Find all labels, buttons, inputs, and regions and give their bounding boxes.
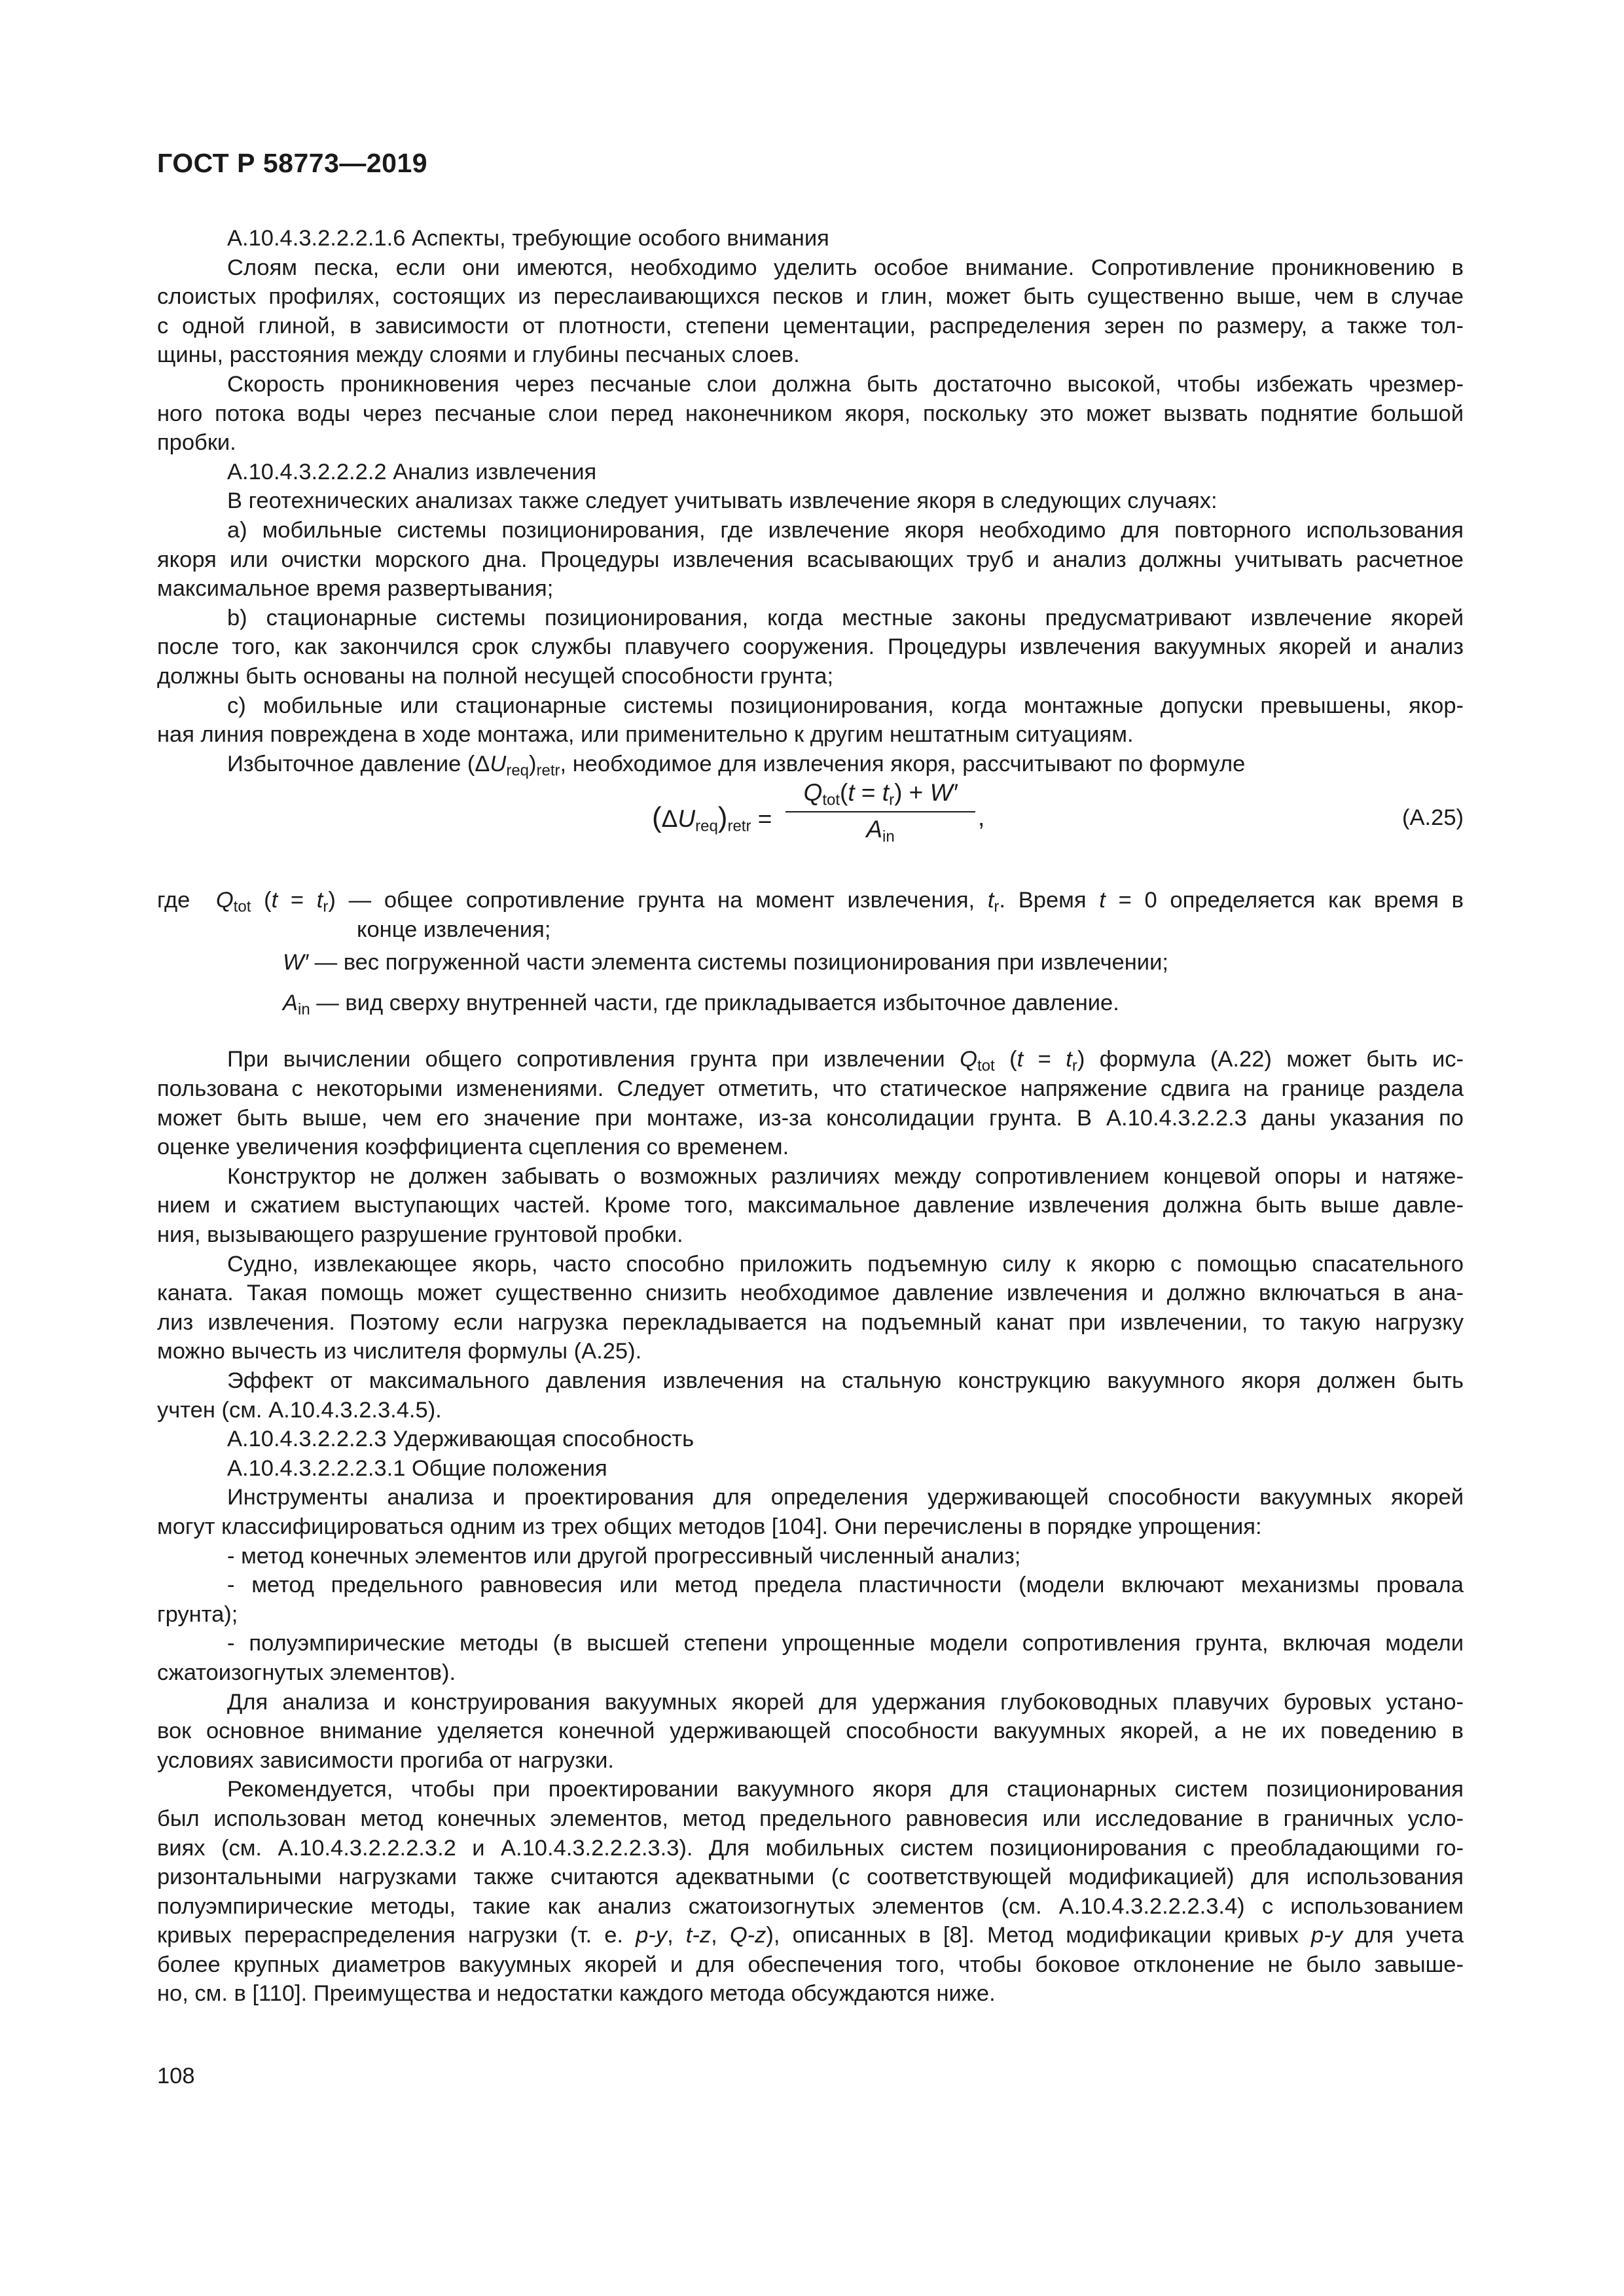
where-a-line: $A_{in}$ — вид сверху внутренней части, где прикладывается избыточное давление. xyxy=(283,991,1119,1019)
paragraph-line: пробки. xyxy=(157,430,236,456)
list-item-dash: сжатоизогнутых элементов). xyxy=(157,1660,456,1685)
paragraph-line: может быть выше, чем его значение при монтаже, из-за консолидации грунта. В А.10.4.3.2.2.3 даны указания по xyxy=(157,1105,1464,1131)
list-item-a: а) мобильные системы позиционирования, где извлечение якоря необходимо для повторного использования xyxy=(227,517,1464,543)
list-item-a: якоря или очистки морского дна. Процедуры извлечения всасывающих труб и анализ должны учитывать расчетное xyxy=(157,547,1464,572)
paragraph-line: условиях зависимости прогиба от нагрузки. xyxy=(157,1747,614,1773)
formula-lhs: (ΔUreq)retr = xyxy=(652,801,772,835)
list-item-b: после того, как закончился срок службы плавучего сооружения. Процедуры извлечения вакуумных якорей и анализ xyxy=(157,634,1464,660)
paragraph-line: нием и сжатием выступающих частей. Кроме того, максимальное давление извлечения должна быть выше давле- xyxy=(157,1193,1464,1218)
paragraph-line: Конструктор не должен забывать о возможных различиях между сопротивлением концевой опоры и натяже- xyxy=(227,1163,1464,1189)
paragraph-line: вок основное внимание уделяется конечной удерживающей способности вакуумных якорей, а не их поведению в xyxy=(157,1719,1464,1744)
list-item-dash: грунта); xyxy=(157,1601,238,1627)
fraction-bar xyxy=(785,811,975,812)
paragraph-line: Инструменты анализа и проектирования для определения удерживающей способности вакуумных якорей xyxy=(227,1485,1464,1510)
paragraph-line: Слоям песка, если они имеются, необходимо уделить особое внимание. Сопротивление проникновению в xyxy=(227,255,1464,280)
formula-numerator: Qtot(t = tr) + W′ xyxy=(803,779,958,809)
paragraph-line: Для анализа и конструирования вакуумных якорей для удержания глубоководных плавучих буровых устано- xyxy=(227,1689,1464,1715)
paragraph-line: Эффект от максимального давления извлечения на стальную конструкцию вакуумного якоря должен быть xyxy=(227,1368,1464,1393)
section-heading-general: А.10.4.3.2.2.2.3.1 Общие положения xyxy=(227,1455,607,1481)
list-item-a: максимальное время развертывания; xyxy=(157,576,554,602)
page-header-standard-number: ГОСТ Р 58773—2019 xyxy=(157,148,428,178)
paragraph-line: учтен (см. А.10.4.3.2.3.4.5). xyxy=(157,1397,442,1423)
where-q-continuation: конце извлечения; xyxy=(357,917,551,942)
paragraph-line: виях (см. А.10.4.3.2.2.2.3.2 и А.10.4.3.2.2.2.3.3). Для мобильных систем позиционирования с преобладающими го- xyxy=(157,1835,1464,1861)
paragraph-line: пользована с некоторыми изменениями. Следует отметить, что статическое напряжение сдвига на границе раздела xyxy=(157,1076,1464,1102)
paragraph-line: лиз извлечения. Поэтому если нагрузка перекладывается на подъемный канат при извлечении, то такую нагрузку xyxy=(157,1309,1464,1335)
page-number: 108 xyxy=(157,2064,195,2088)
paragraph-line: могут классифицироваться одним из трех общих методов [104]. Они перечислены в порядке упрощения: xyxy=(157,1514,1262,1539)
list-item-c: ная линия повреждена в ходе монтажа, или применительно к другим нештатным ситуациям. xyxy=(157,722,1134,748)
formula-fraction xyxy=(785,778,975,847)
paragraph-line: Скорость проникновения через песчаные слои должна быть достаточно высокой, чтобы избежать чрезмер- xyxy=(227,371,1464,397)
paragraph-line: но, см. в [110]. Преимущества и недостатки каждого метода обсуждаются ниже. xyxy=(157,1981,996,2007)
pressure-intro-line: Избыточное давление $(\Delta U_{req})_{retr}$, необходимое для извлечения якоря, рассчитывают по формуле xyxy=(227,751,1246,780)
list-item-b: b) стационарные системы позиционирования, когда местные законы предусматривают извлечение якорей xyxy=(227,605,1464,630)
paragraph-line: оценке увеличения коэффициента сцепления со временем. xyxy=(157,1135,789,1160)
formula-number: (А.25) xyxy=(1402,805,1464,831)
list-item-dash: - полуэмпирические методы (в высшей степени упрощенные модели сопротивления грунта, включая модели xyxy=(227,1631,1464,1656)
where-w-line: W′ — вес погруженной части элемента системы позиционирования при извлечении; xyxy=(283,950,1168,975)
paragraph-line: ния, вызывающего разрушение грунтовой пробки. xyxy=(157,1222,683,1248)
paragraph-line: В геотехнических анализах также следует учитывать извлечение якоря в следующих случаях: xyxy=(227,488,1218,514)
list-item-dash: - метод предельного равновесия или метод предела пластичности (модели включают механизмы провала xyxy=(227,1573,1464,1598)
list-item-b: должны быть основаны на полной несущей способности грунта; xyxy=(157,663,834,689)
list-item-c: с) мобильные или стационарные системы позиционирования, когда монтажные допуски превышены, якор- xyxy=(227,693,1464,718)
paragraph-line: щины, расстояния между слоями и глубины песчаных слоев. xyxy=(157,342,800,368)
paragraph-line: При вычислении общего сопротивления грунта при извлечении $Q_{tot}$ $(t = t_r)$ формула (А.22) может быть ис- xyxy=(227,1047,1464,1076)
paragraph-line: каната. Такая помощь может существенно снизить необходимое давление извлечения и должно включаться в ана- xyxy=(157,1281,1464,1306)
paragraph-line: слоистых профилях, состоящих из переслаивающихся песков и глин, может быть существенно выше, чем в случае xyxy=(157,284,1464,310)
paragraph-line: Рекомендуется, чтобы при проектировании вакуумного якоря для стационарных систем позиционирования xyxy=(227,1777,1464,1802)
list-item-dash: - метод конечных элементов или другой прогрессивный численный анализ; xyxy=(227,1543,1021,1569)
paragraph-line: полуэмпирические методы, такие как анализ сжатоизогнутых элементов (см. А.10.4.3.2.2.2.3.4) с использованием xyxy=(157,1893,1464,1919)
paragraph-line: ного потока воды через песчаные слои перед наконечником якоря, поскольку это может вызвать поднятие большой xyxy=(157,401,1464,426)
section-heading-holding: А.10.4.3.2.2.2.3 Удерживающая способность xyxy=(227,1427,695,1452)
paragraph-line: кривых перераспределения нагрузки (т. е. p-y, t-z, Q-z), описанных в [8]. Метод модификации кривых p-y для учета xyxy=(157,1923,1464,1948)
section-heading-extraction: А.10.4.3.2.2.2.2 Анализ извлечения xyxy=(227,459,597,484)
where-q-line: где $Q_{tot}$ $(t = t_r)$ — общее сопротивление грунта на момент извлечения, $t_r$. Время t = 0 определяется как время в xyxy=(157,888,1464,916)
paragraph-line: более крупных диаметров вакуумных якорей и для обеспечения того, чтобы боковое отклонение не было завыше- xyxy=(157,1952,1464,1977)
document-body xyxy=(157,224,1464,2009)
formula-a25: (ΔUreq)retr = Qtot(t = tr) + W′ Ain , (А.25) xyxy=(652,779,1464,846)
paragraph-line: можно вычесть из числителя формулы (А.25). xyxy=(157,1339,642,1364)
paragraph-line: ризонтальными нагрузками также считаются адекватными (с соответствующей модификацией) для использования xyxy=(157,1865,1464,1890)
paragraph-line: с одной глиной, в зависимости от плотности, степени цементации, распределения зерен по размеру, а также тол- xyxy=(157,313,1464,338)
paragraph-line: был использован метод конечных элементов, метод предельного равновесия или исследование в граничных усло- xyxy=(157,1806,1464,1831)
paragraph-line: Судно, извлекающее якорь, часто способно приложить подъемную силу к якорю с помощью спасательного xyxy=(227,1251,1464,1277)
section-heading-aspects: А.10.4.3.2.2.2.1.6 Аспекты, требующие особого внимания xyxy=(227,226,829,251)
formula-denominator: Ain xyxy=(866,816,895,846)
